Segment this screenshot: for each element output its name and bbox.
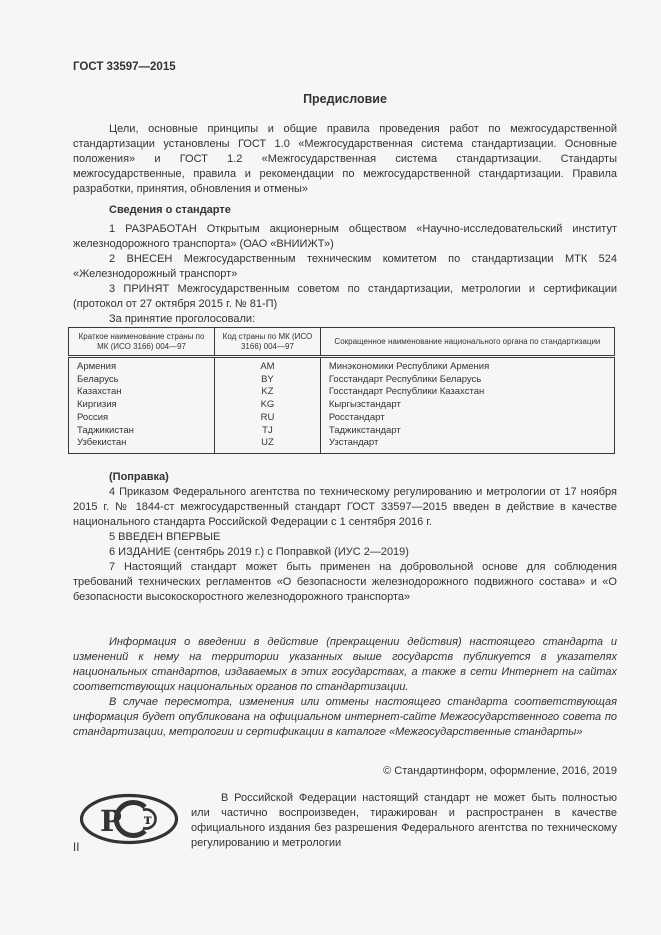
header-org: Сокращенное наименование национального органа по стандартизации	[320, 328, 614, 357]
country-cell: Киргизия	[69, 399, 215, 412]
code-cell: KG	[215, 399, 321, 412]
country-cell: Таджикистан	[69, 425, 215, 438]
table-row	[69, 425, 615, 438]
org-cell: Таджикстандарт	[320, 425, 614, 438]
standard-info-item-2: 2 ВНЕСЕН Межгосударственным техническим комитетом по стандартизации МТК 524 «Железнодорожный транспорт»	[73, 253, 617, 280]
standard-info-item-6: 6 ИЗДАНИЕ (сентябрь 2019 г.) с Поправкой (ИУС 2—2019)	[109, 545, 409, 558]
standard-info-item-3: 3 ПРИНЯТ Межгосударственным советом по стандартизации, метрологии и сертификации (протокол от 27 октября 2015 г. № 81-П)	[73, 283, 617, 310]
amendment-heading: (Поправка)	[109, 470, 169, 483]
availability-note: Информация о введении в действие (прекращении действия) настоящего стандарта и изменений к нему на территории указанных выше государств публикуется в указателях национальных стандартов, издаваемых в этих государствах, а также в сети Интернет на сайтах соответствующих национальных органов по стандартизации.	[73, 635, 617, 693]
header-country: Краткое наименование страны по МК (ИСО 3166) 004—97	[69, 328, 215, 357]
copyright-line: © Стандартинформ, оформление, 2016, 2019	[383, 764, 617, 777]
footer-row	[73, 791, 617, 851]
org-cell: Росстандарт	[320, 412, 614, 425]
code-cell: KZ	[215, 386, 321, 399]
code-cell: TJ	[215, 425, 321, 438]
standard-info-item-4: 4 Приказом Федерального агентства по техническому регулированию и метрологии от 17 ноября 2015 г. № 1844-ст межгосударственный стандарт ГОСТ 33597—2015 введен в действие в качестве национального стандарта Российской Федерации с 1 сентября 2016 г.	[73, 485, 617, 528]
table-row	[69, 437, 615, 453]
reproduction-notice: В Российской Федерации настоящий стандарт не может быть полностью или частично воспроизведен, тиражирован и распространен в качестве официального издания без разрешения Федерального агентства по техническому регулированию и метрологии	[191, 791, 617, 849]
header-code: Код страны по МК (ИСО 3166) 004—97	[215, 328, 321, 357]
code-cell: AM	[215, 357, 321, 374]
org-cell: Госстандарт Республики Казахстан	[320, 386, 614, 399]
table-row	[69, 374, 615, 387]
org-cell: Кыргызстандарт	[320, 399, 614, 412]
country-cell: Армения	[69, 357, 215, 374]
standard-info-item-5: 5 ВВЕДЕН ВПЕРВЫЕ	[109, 530, 221, 543]
org-cell: Госстандарт Республики Беларусь	[320, 374, 614, 387]
standard-info-item-7: 7 Настоящий стандарт может быть применен на добровольной основе для соблюдения требований технических регламентов «О безопасности железнодорожного подвижного состава» и «О безопасности высокоскоростного железнодорожного транспорта»	[73, 560, 617, 603]
standard-info-heading: Сведения о стандарте	[109, 204, 231, 216]
country-cell: Россия	[69, 412, 215, 425]
country-cell: Казахстан	[69, 386, 215, 399]
svg-text:т: т	[143, 811, 153, 828]
org-cell: Узстандарт	[320, 437, 614, 453]
code-cell: UZ	[215, 437, 321, 453]
country-cell: Узбекистан	[69, 437, 215, 453]
country-cell: Беларусь	[69, 374, 215, 387]
revision-note: В случае пересмотра, изменения или отмены настоящего стандарта соответствующая информация будет опубликована на официальном интернет-сайте Межгосударственного совета по стандартизации, метрологии и сертификации в каталоге «Межгосударственные стандарты»	[73, 695, 617, 738]
table-row	[69, 412, 615, 425]
vote-table	[68, 327, 615, 454]
rst-certification-mark-icon	[79, 793, 179, 850]
code-cell: BY	[215, 374, 321, 387]
table-row	[69, 386, 615, 399]
page-number: II	[73, 842, 80, 854]
table-row	[69, 357, 615, 374]
table-row	[69, 399, 615, 412]
svg-text:Р: Р	[100, 803, 122, 838]
intro-paragraph: Цели, основные принципы и общие правила проведения работ по межгосударственной стандартизации установлены ГОСТ 1.0 «Межгосударственная система стандартизации. Основные положения» и ГОСТ 1.2 «Межгосударственная система стандартизации. Стандарты межгосударственные, правила и рекомендации по межгосударственной стандартизации. Правила разработки, принятия, обновления и отмены»	[73, 123, 617, 195]
org-cell: Минэкономики Республики Армения	[320, 357, 614, 374]
code-cell: RU	[215, 412, 321, 425]
standard-info-item-1: 1 РАЗРАБОТАН Открытым акционерным обществом «Научно-исследовательский институт железнодорожного транспорта» (ОАО «ВНИИЖТ»)	[73, 223, 617, 250]
table-header-row	[69, 328, 615, 357]
page-title: Предисловие	[303, 92, 387, 106]
vote-line: За принятие проголосовали:	[109, 313, 256, 325]
doc-number: ГОСТ 33597—2015	[73, 61, 176, 73]
